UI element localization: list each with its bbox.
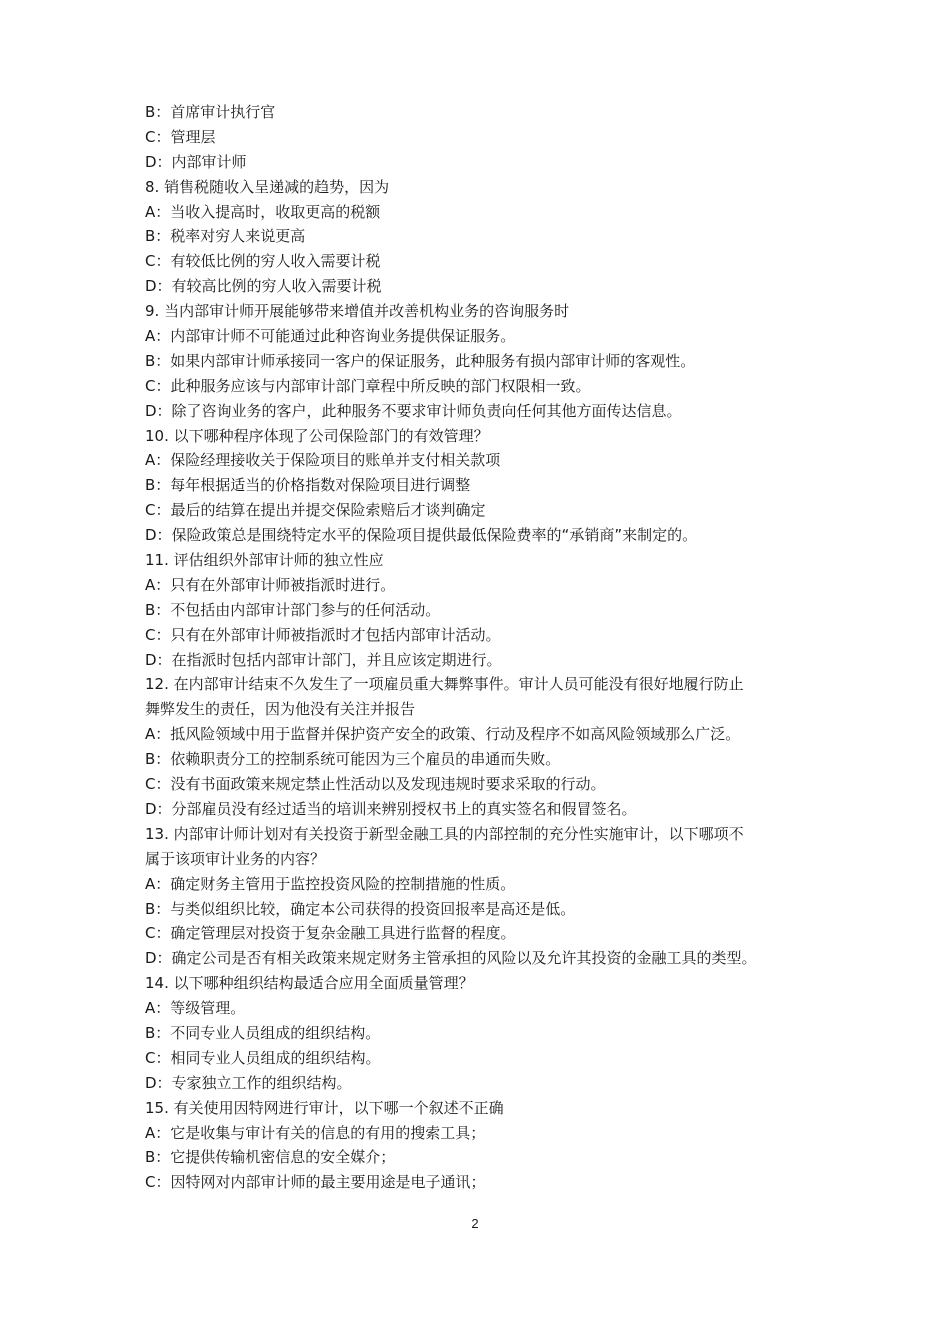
text-line: C：确定管理层对投资于复杂金融工具进行监督的程度。 — [145, 924, 516, 943]
page-number: 2 — [471, 1216, 479, 1231]
text-line: C：相同专业人员组成的组织结构。 — [145, 1048, 381, 1067]
text-line: B：与类似组织比较，确定本公司获得的投资回报率是高还是低。 — [145, 899, 576, 918]
text-line: 10. 以下哪种程序体现了公司保险部门的有效管理？ — [145, 426, 489, 445]
text-line: C：管理层 — [145, 127, 216, 146]
text-line: 13. 内部审计师计划对有关投资于新型金融工具的内部控制的充分性实施审计，以下哪项不 — [145, 824, 744, 843]
text-line: B：不包括由内部审计部门参与的任何活动。 — [145, 600, 441, 619]
text-line: D：在指派时包括内部审计部门，并且应该定期进行。 — [145, 650, 502, 669]
text-line: A：等级管理。 — [145, 999, 246, 1018]
text-line: 9. 当内部审计师开展能够带来增值并改善机构业务的咨询服务时 — [145, 302, 570, 321]
text-line: C：最后的结算在提出并提交保险索赔后才谈判确定 — [145, 501, 486, 520]
text-line: D：分部雇员没有经过适当的培训来辨别授权书上的真实签名和假冒签名。 — [145, 799, 637, 818]
text-line: B：如果内部审计师承接同一客户的保证服务，此种服务有损内部审计师的客观性。 — [145, 351, 696, 370]
text-line: C：因特网对内部审计师的最主要用途是电子通讯； — [145, 1173, 486, 1192]
text-line: A：保险经理接收关于保险项目的账单并支付相关款项 — [145, 451, 501, 470]
text-line: C：有较低比例的穷人收入需要计税 — [145, 252, 381, 271]
text-line: B：每年根据适当的价格指数对保险项目进行调整 — [145, 476, 471, 495]
text-line: B：依赖职责分工的控制系统可能因为三个雇员的串通而失败。 — [145, 750, 561, 769]
text-line: 舞弊发生的责任，因为他没有关注并报告 — [145, 700, 416, 719]
text-line: A：确定财务主管用于监控投资风险的控制措施的性质。 — [145, 874, 516, 893]
text-line: A：内部审计师不可能通过此种咨询业务提供保证服务。 — [145, 327, 516, 346]
text-line: A：抵风险领域中用于监督并保护资产安全的政策、行动及程序不如高风险领域那么广泛。 — [145, 725, 741, 744]
text-line: D：内部审计师 — [145, 152, 247, 171]
text-line: 属于该项审计业务的内容？ — [145, 849, 326, 868]
text-line: B：它提供传输机密信息的安全媒介； — [145, 1148, 396, 1167]
text-line: B：税率对穷人来说更高 — [145, 227, 306, 246]
text-line: 15. 有关使用因特网进行审计，以下哪一个叙述不正确 — [145, 1098, 504, 1117]
document-body — [145, 100, 825, 1195]
text-line: D：除了咨询业务的客户，此种服务不要求审计师负责向任何其他方面传达信息。 — [145, 401, 682, 420]
text-line: B：不同专业人员组成的组织结构。 — [145, 1023, 381, 1042]
text-line: D：有较高比例的穷人收入需要计税 — [145, 277, 382, 296]
text-line: C：此种服务应该与内部审计部门章程中所反映的部门权限相一致。 — [145, 376, 591, 395]
text-line: B：首席审计执行官 — [145, 103, 276, 121]
text-line: 11. 评估组织外部审计师的独立性应 — [145, 551, 384, 570]
text-line: D：确定公司是否有相关政策来规定财务主管承担的风险以及允许其投资的金融工具的类型。 — [145, 949, 757, 968]
text-line: D：专家独立工作的组织结构。 — [145, 1073, 352, 1092]
text-line: 8. 销售税随收入呈递减的趋势，因为 — [145, 177, 390, 196]
text-line: A：当收入提高时，收取更高的税额 — [145, 202, 381, 221]
text-line: A：它是收集与审计有关的信息的有用的搜索工具； — [145, 1123, 486, 1142]
text-line: C：只有在外部审计师被指派时才包括内部审计活动。 — [145, 625, 501, 644]
text-line: D：保险政策总是围绕特定水平的保险项目提供最低保险费率的“承销商”来制定的。 — [145, 526, 698, 545]
text-line: 14. 以下哪种组织结构最适合应用全面质量管理？ — [145, 974, 474, 993]
text-line: C：没有书面政策来规定禁止性活动以及发现违规时要求采取的行动。 — [145, 775, 606, 794]
text-line: A：只有在外部审计师被指派时进行。 — [145, 575, 396, 594]
text-line: 12. 在内部审计结束不久发生了一项雇员重大舞弊事件。审计人员可能没有很好地履行防止 — [145, 675, 744, 694]
